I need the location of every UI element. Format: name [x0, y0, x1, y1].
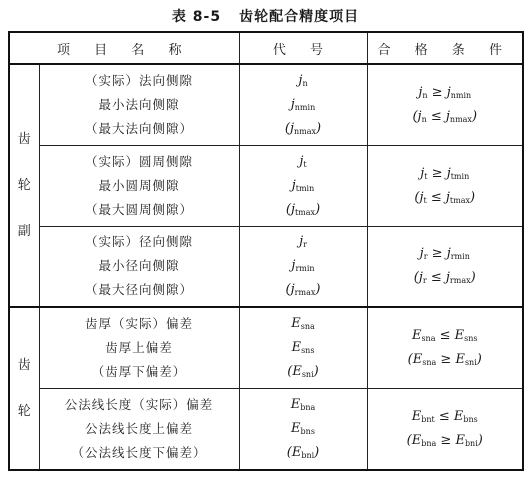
group-label-gear-pair: 齿 轮 副	[9, 64, 39, 307]
table-row	[9, 145, 523, 226]
group-label-gear: 齿 轮	[9, 307, 39, 470]
header-item-name: 项 目 名 称	[9, 32, 239, 64]
item-codes: $E_{sna}$ $E_{sns}$ $(E_{sni})$	[239, 307, 367, 388]
item-codes: $j_r$ $j_{rmin}$ $(j_{rmax})$	[239, 226, 367, 307]
item-codes: $j_n$ $j_{nmin}$ $(j_{nmax})$	[239, 64, 367, 145]
item-names: 公法线长度（实际）偏差 公法线长度上偏差 （公法线长度下偏差）	[39, 389, 239, 470]
item-codes: $E_{bna}$ $E_{bns}$ $(E_{bni})$	[239, 389, 367, 470]
item-conditions: $j_n \ge j_{nmin}$ $(j_n \le j_{nmax})$	[367, 64, 523, 145]
item-names: 齿厚（实际）偏差 齿厚上偏差 （齿厚下偏差）	[39, 307, 239, 388]
item-names: （实际）圆周侧隙 最小圆周侧隙 （最大圆周侧隙）	[39, 145, 239, 226]
table-number: 表 8-5	[171, 9, 222, 25]
item-names: （实际）法向侧隙 最小法向侧隙 （最大法向侧隙）	[39, 64, 239, 145]
item-names: （实际）径向侧隙 最小径向侧隙 （最大径向侧隙）	[39, 226, 239, 307]
table-row	[9, 64, 523, 145]
item-codes: $j_t$ $j_{tmin}$ $(j_{tmax})$	[239, 145, 367, 226]
header-row	[9, 32, 523, 64]
table-row	[9, 389, 523, 470]
item-conditions: $j_t \ge j_{tmin}$ $(j_t \le j_{tmax})$	[367, 145, 523, 226]
item-conditions: $j_r \ge j_{rmin}$ $(j_r \le j_{rmax})$	[367, 226, 523, 307]
table-row	[9, 307, 523, 388]
header-condition: 合 格 条 件	[367, 32, 523, 64]
item-conditions: $E_{bnt} \le E_{bns}$ $(E_{bna} \ge E_{bni})$	[367, 389, 523, 470]
item-conditions: $E_{sna} \le E_{sns}$ $(E_{sna} \ge E_{sni})$	[367, 307, 523, 388]
table-title	[0, 6, 531, 26]
table-caption: 齿轮配合精度项目	[239, 9, 360, 25]
table-row	[9, 226, 523, 307]
gear-fit-accuracy-table	[8, 31, 524, 471]
header-code: 代 号	[239, 32, 367, 64]
